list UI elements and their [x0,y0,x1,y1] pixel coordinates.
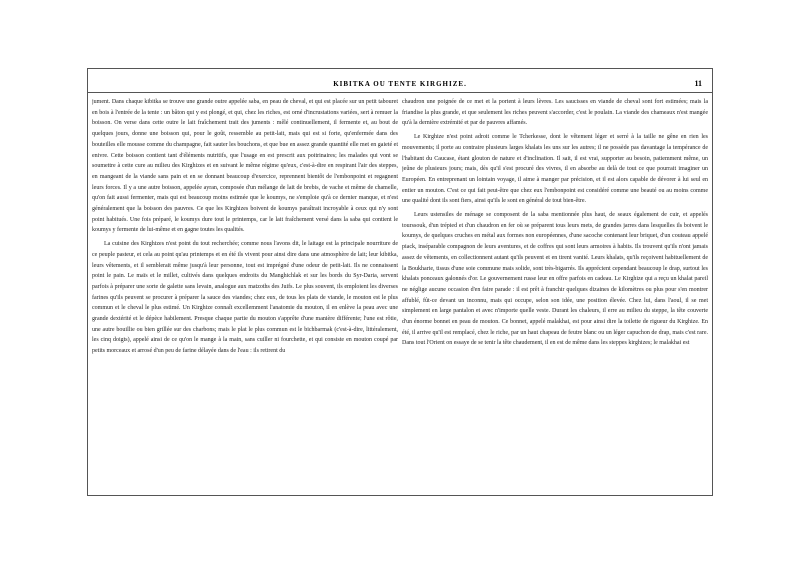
paragraph: Le Kirghize n'est point adroit comme le Tcherkesse, dont le vêtement léger et serré à la taille ne gêne en rien les mouvements; il porte au contraire plusieurs larges khalats les uns sur les autres; il ne possède pas davantage la tempérance de l'habitant du Caucase, étant glouton de nature et d'inclination. Il sait, il est vrai, supporter au besoin, patiemment même, un jeûne de plusieurs jours; mais, dès qu'il s'est procuré des vivres, il en absorbe au delà de tout ce que pourrait imaginer un Européen. En entreprenant un lointain voyage, il aime à manger par précision, et il est alors capable de dévorer à lui seul en entier un mouton. C'est ce qui fait peut-être que chez eux l'embonpoint est considéré comme une beauté ou au moins comme une qualité dont ils sont fiers, ainsi qu'ils le sont en général de tout bien-être. [402,134,708,205]
running-title: KIBITKA OU TENTE KIRGHIZE. [333,80,467,88]
page-number: 11 [694,79,702,88]
paragraph: jument. Dans chaque kibitka se trouve une grande outre appelée saba, en peau de cheval, et qui est placée sur un petit tabouret en bois à l'entrée de la tente : un bâton qui y est plongé, et qui, chez les riches, est orné d'incrustations variées, sert à remuer la boisson. On verse dans cette outre le lait fraîchement trait des juments : mêlé continuellement, il fermente et, au bout de quelques jours, donne une boisson qui, pour le goût, ressemble au petit-lait, mais qui est si forte, qu'enfermée dans des bouteilles elle mousse comme du champagne, fait sauter les bouchons, et que bue en assez grande quantité elle met en gaieté et enivre. Cette boisson contient tant d'éléments nutritifs, que l'usage en est prescrit aux poitrinaires; les malades qui vont se soumettre à cette cure au milieu des Kirghizes et en suivant le même régime qu'eux, c'est-à-dire en respirant l'air des steppes, en mangeant de la viande sans pain et en se donnant beaucoup d'exercice, reprennent bientôt de l'embonpoint et regagnent leurs forces. Il y a une autre boisson, appelée ayran, composée d'un mélange de lait de brebis, de vache et même de chamelle, qu'on fait aussi fermenter, mais qui est beaucoup moins estimée que le koumys, ne s'emploie qu'à ce dernier manque, et n'est généralement que la boisson des pauvres. Ce que les Kirghizes boivent de koumys paraîtrait incroyable à ceux qui n'y sont point habitués. Une fois préparé, le koumys dure tout le printemps, car le lait fraîchement versé dans la saba qui contient le koumys y fermente de lui-même et en gagne toutes les qualités. [92,99,398,234]
paragraph: Leurs ustensiles de ménage se composent de la saba mentionnée plus haut, de seaux également de cuir, et appelés tourssouk, d'un trépied et d'un chaudron en fer où se préparent tous leurs mets, de grandes jarres dans lesquelles ils boivent le koumys, de quelques cruches en métal aux formes non européennes, d'une sacoche contenant leur briquet, d'un couteau appelé piack, inséparable compagnon de leurs aventures, et de coffres qui sont leurs armoires à habits. Ils trouvent qu'ils n'ont jamais assez de vêtements, en collectionnent autant qu'ils peuvent et en tirent vanité. Leurs khalats, qu'ils reçoivent habituellement de la Boukharie, tissus d'une soie commune mais solide, sont très-bigarrés. Ils apprécient cependant beaucoup le drap, surtout les khalats ponceaux galonnés d'or. Le gouvernement russe leur en offre parfois en cadeau. Le Kirghize qui a reçu un khalat pareil ne néglige aucune occasion d'en faire parade : il est prêt à franchir quelques dizaines de kilomètres ou plus pour s'en montrer affublé, fût-ce devant un inconnu, mais qui occupe, selon son idée, une position élevée. Chez lui, dans l'aoul, il se met simplement en large pantalon et avec n'importe quelle veste. Durant les chaleurs, il erre au milieu du steppe, la tête couverte d'un énorme bonnet en peau de mouton. Ce bonnet, appelé malakhai, est pour ainsi dire la toilette de rigueur du Kirghize. En été, il arrive qu'il est remplacé, chez le riche, par un haut chapeau de feutre blanc ou un léger capuchon de drap, mais c'est rare. Dans tout l'Orient on essaye de se tenir la tête chaudement, il en est de même dans les steppes kirghizes; le malakhai est [402,212,708,347]
left-column [92,97,398,489]
header-rule [88,92,712,93]
running-head [88,76,712,92]
paragraph: chaudron une poignée de ce met et la portent à leurs lèvres. Les saucisses en viande de cheval sont fort estimées; mais la friandise la plus grande, et que seulement les riches peuvent s'accorder, c'est le poulain. La viande des chameaux n'est mangée qu'à la dernière extrémité et par de pauvres affamés. [402,99,708,127]
paragraph: La cuisine des Kirghizes n'est point du tout recherchée; comme nous l'avons dit, le laitage est la principale nourriture de ce peuple pasteur, et cela au point qu'au printemps et en été ils vivent pour ainsi dire dans une atmosphère de lait; leur kibitka, leurs vêtements, et il semblerait même jusqu'à leur personne, tout est imprégné d'une odeur de petit-lait. Ils ne connaissent point le pain. Le maïs et le millet, cultivés dans quelques endroits du Manghichlak et sur les bords du Syr-Daria, servent parfois à préparer une sorte de galette sans levain, analogue aux matzoths des Juifs. Le plus souvent, ils emploient les diverses farines qu'ils peuvent se procurer à préparer la sauce des viandes; chez eux, de tous les plats de viande, le mouton est le plus commun et le cheval le plus estimé. Un Kirghize connaît excellemment l'anatomie du mouton, il en enlève la peau avec une grande dextérité et le dépèce habilement. Presque chaque partie du mouton s'apprête d'une manière différente; l'une est rôtie, une autre bouillie ou bien grillée sur des charbons; mais le plat le plus commun est le bichbarmak (c'est-à-dire, littéralement, les cinq doigts), appelé ainsi de ce qu'on le mange à la main, sans cuiller ni fourchette, et qui consiste en mouton coupé par petits morceaux et arrosé d'un peu de farine délayée dans de l'eau : ils retirent du [92,241,398,355]
right-column [402,97,708,489]
